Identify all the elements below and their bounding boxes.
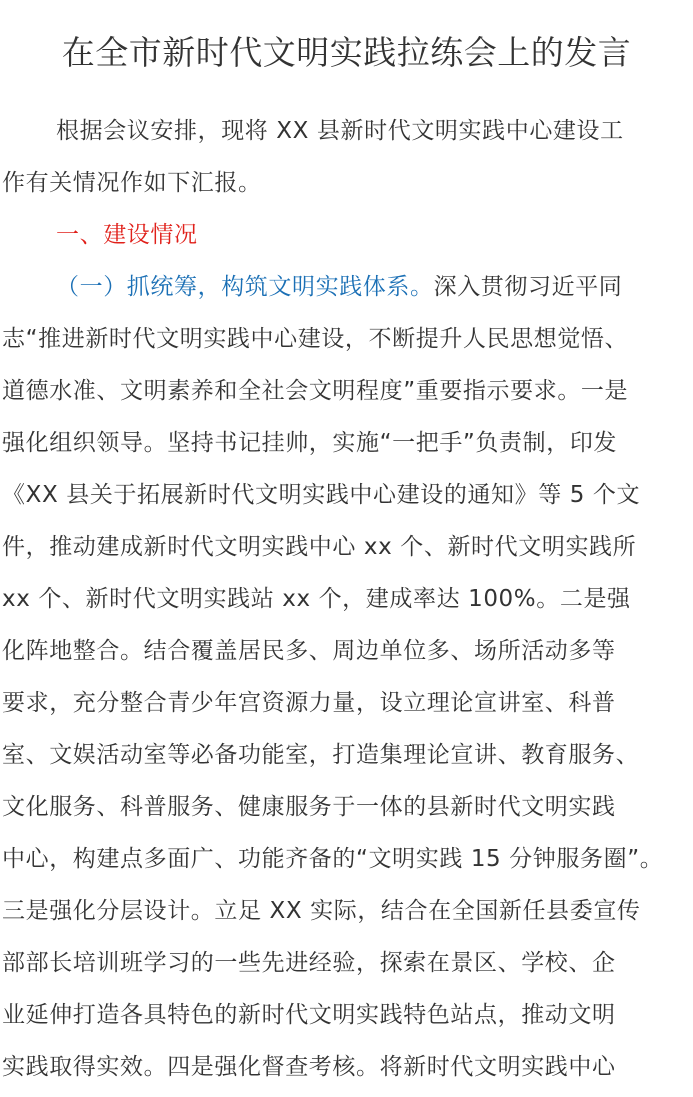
paragraph-line: 《XX 县关于拓展新时代文明实践中心建设的通知》等 5 个文 [2,482,641,508]
paragraph-text: 深入贯彻习近平同 [433,274,623,300]
section-heading: 一、建设情况 [56,222,198,248]
paragraph-line: 部部长培训班学习的一些先进经验，探索在景区、学校、企 [2,950,616,976]
paragraph-line: 三是强化分层设计。立足 XX 实际，结合在全国新任县委宣传 [2,898,641,924]
paragraph-line: 业延伸打造各具特色的新时代文明实践特色站点，推动文明 [2,1002,616,1028]
paragraph-line: 志“推进新时代文明实践中心建设，不断提升人民思想觉悟、 [2,326,629,352]
paragraph-line: 道德水准、文明素养和全社会文明程度”重要指示要求。一是 [2,378,629,404]
paragraph-line: 中心，构建点多面广、功能齐备的“文明实践 15 分钟服务圈”。 [2,846,664,872]
paragraph-line: 件，推动建成新时代文明实践中心 xx 个、新时代文明实践所 [2,534,637,560]
paragraph-line: 文化服务、科普服务、健康服务于一体的县新时代文明实践 [2,794,616,820]
intro-line-2: 作有关情况作如下汇报。 [2,170,262,196]
paragraph-line: 实践取得实效。四是强化督查考核。将新时代文明实践中心 [2,1054,616,1080]
paragraph-line: 室、文娱活动室等必备功能室，打造集理论宣讲、教育服务、 [2,742,640,768]
subsection-heading: （一）抓统筹，构筑文明实践体系。 [56,274,434,300]
intro-line-1: 根据会议安排，现将 XX 县新时代文明实践中心建设工 [56,118,624,144]
paragraph-line: 要求，充分整合青少年宫资源力量，设立理论宣讲室、科普 [2,690,616,716]
paragraph-line: xx 个、新时代文明实践站 xx 个，建成率达 100%。二是强 [2,586,631,612]
paragraph-line: 强化组织领导。坚持书记挂帅，实施“一把手”负责制，印发 [2,430,618,456]
paragraph-line [56,272,622,302]
paragraph-line: 化阵地整合。结合覆盖居民多、周边单位多、场所活动多等 [2,638,616,664]
document-title: 在全市新时代文明实践拉练会上的发言 [61,33,632,72]
